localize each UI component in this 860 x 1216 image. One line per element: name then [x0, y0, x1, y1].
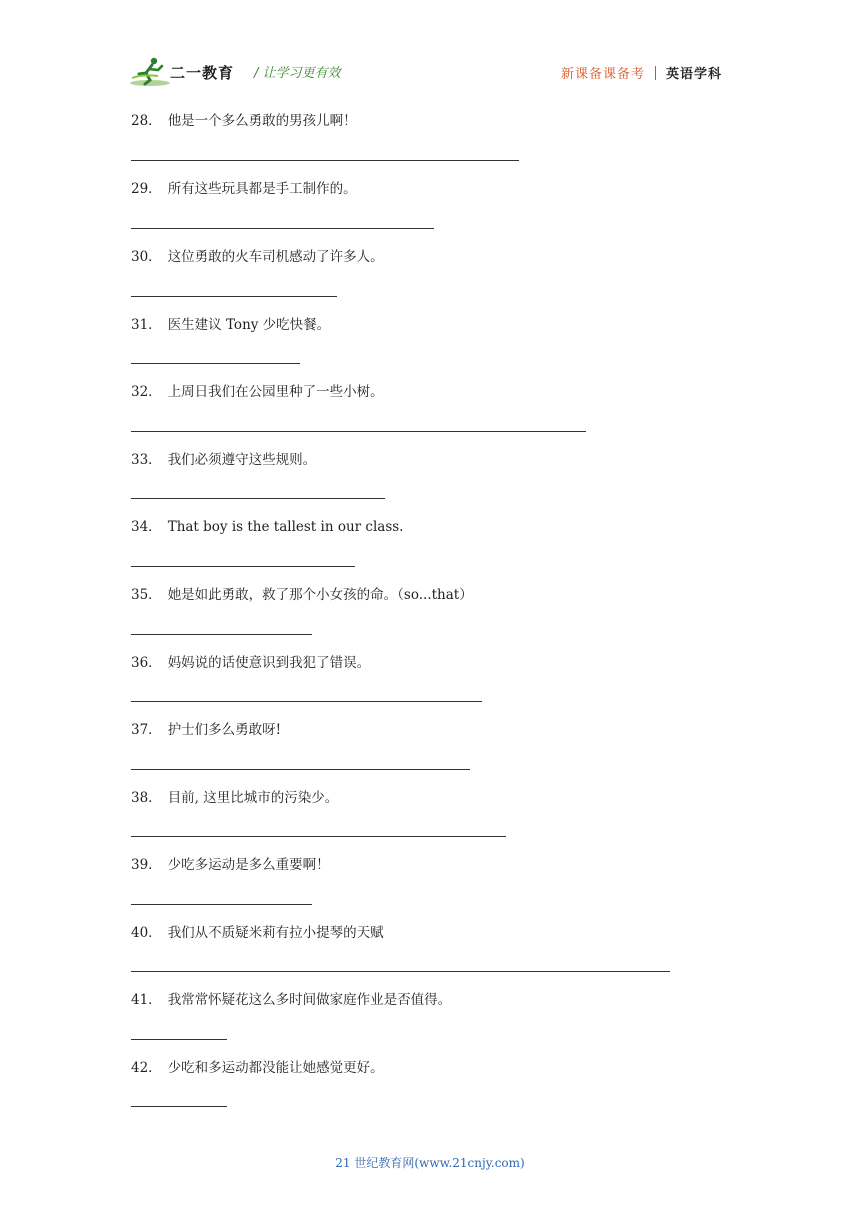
- question-text: 所有这些玩具都是手工制作的。: [167, 181, 357, 197]
- answer-line[interactable]: [131, 1106, 227, 1107]
- question-36: [131, 654, 370, 672]
- question-number: 36．: [131, 655, 162, 671]
- question-40: [131, 924, 384, 942]
- question-number: 28．: [131, 113, 162, 129]
- question-text: 护士们多么勇敢呀!: [167, 722, 282, 738]
- running-figure-icon: [128, 56, 172, 88]
- question-41: [131, 991, 451, 1009]
- question-29: [131, 180, 357, 198]
- question-33: [131, 451, 316, 469]
- question-28: [131, 112, 357, 130]
- question-32: [131, 383, 384, 401]
- question-number: 42．: [131, 1060, 162, 1076]
- header-right: [561, 63, 722, 82]
- answer-line[interactable]: [131, 701, 482, 702]
- question-number: 41．: [131, 992, 162, 1008]
- question-text: 目前, 这里比城市的污染少。: [167, 790, 339, 806]
- question-number: 40．: [131, 925, 162, 941]
- question-text: 这位勇敢的火车司机感动了许多人。: [167, 249, 384, 265]
- answer-line[interactable]: [131, 160, 519, 161]
- question-39: [131, 856, 330, 874]
- page-header: [128, 54, 728, 90]
- question-number: 37．: [131, 722, 162, 738]
- answer-line[interactable]: [131, 904, 312, 905]
- answer-line[interactable]: [131, 634, 312, 635]
- footer-text: 21 世纪教育网(www.21cnjy.com): [335, 1156, 525, 1170]
- question-42: [131, 1059, 384, 1077]
- logo-text: 二一教育: [170, 64, 235, 82]
- answer-line[interactable]: [131, 836, 506, 837]
- logo: [128, 56, 246, 88]
- answer-line[interactable]: [131, 1039, 227, 1040]
- question-text: 少吃多运动是多么重要啊！: [167, 857, 330, 873]
- answer-line[interactable]: [131, 769, 470, 770]
- question-text: 我常常怀疑花这么多时间做家庭作业是否值得。: [167, 992, 452, 1008]
- question-number: 32．: [131, 384, 162, 400]
- question-text: 我们必须遵守这些规则。: [167, 452, 317, 468]
- answer-line[interactable]: [131, 296, 337, 297]
- question-37: [131, 721, 281, 739]
- question-34: [131, 518, 403, 536]
- header-divider: [655, 66, 656, 80]
- question-38: [131, 789, 338, 807]
- answer-line[interactable]: [131, 498, 385, 499]
- answer-line[interactable]: [131, 431, 586, 432]
- answer-line[interactable]: [131, 228, 434, 229]
- answer-line[interactable]: [131, 363, 300, 364]
- question-35: [131, 586, 473, 604]
- question-number: 34．: [131, 519, 162, 535]
- question-number: 35．: [131, 587, 162, 603]
- answer-line[interactable]: [131, 566, 355, 567]
- question-text: 少吃和多运动都没能让她感觉更好。: [167, 1060, 384, 1076]
- question-number: 31．: [131, 317, 162, 333]
- question-text: That boy is the tallest in our class.: [167, 519, 404, 535]
- tagline: 新课备课备考: [560, 67, 645, 82]
- subject-label: 英语学科: [665, 67, 722, 82]
- question-text: 上周日我们在公园里种了一些小树。: [167, 384, 384, 400]
- question-number: 39．: [131, 857, 162, 873]
- question-text: 她是如此勇敢，救了那个小女孩的命。（so...that）: [167, 587, 473, 603]
- question-text: 医生建议 Tony 少吃快餐。: [167, 317, 331, 333]
- answer-line[interactable]: [131, 971, 670, 972]
- slogan: / 让学习更有效: [254, 66, 341, 81]
- page-footer: [0, 1154, 860, 1171]
- question-text: 妈妈说的话使意识到我犯了错误。: [167, 655, 371, 671]
- question-text: 他是一个多么勇敢的男孩儿啊！: [167, 113, 357, 129]
- question-31: [131, 316, 330, 334]
- question-text: 我们从不质疑米莉有拉小提琴的天赋: [167, 925, 384, 941]
- question-number: 33．: [131, 452, 162, 468]
- question-number: 38．: [131, 790, 162, 806]
- question-number: 29．: [131, 181, 162, 197]
- question-number: 30．: [131, 249, 162, 265]
- question-30: [131, 248, 384, 266]
